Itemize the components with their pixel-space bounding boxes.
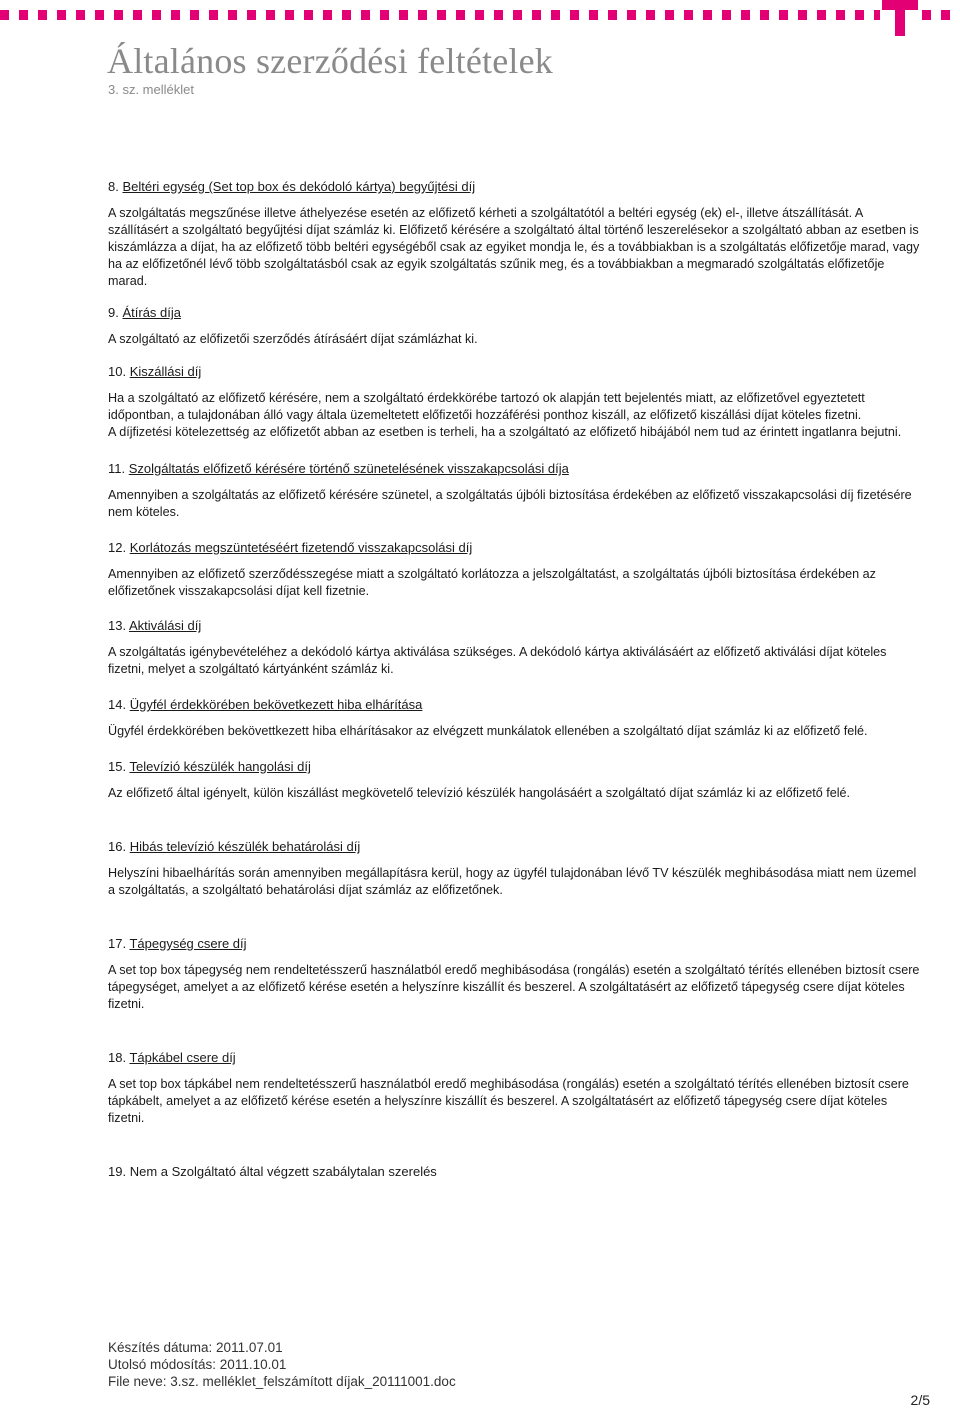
section-paragraph: Amennyiben az előfizető szerződésszegése miatt a szolgáltató korlátozza a jelszolgáltatást, a szolgáltatás újbóli biztosítása érdekében az előfizetőnek visszakapcsolási díjat kell fizetnie.: [108, 567, 876, 598]
header-dot-line-right: [922, 10, 960, 20]
section-heading: 11. Szolgáltatás előfizető kérésére történő szünetelésének visszakapcsolási díja: [108, 461, 569, 476]
section-9: [108, 304, 920, 348]
section-17: [108, 935, 920, 1013]
file-name: File neve: 3.sz. melléklet_felszámított díjak_20111001.doc: [108, 1374, 456, 1389]
section-heading: 16. Hibás televízió készülék behatárolási díj: [108, 839, 361, 854]
section-heading: 10. Kiszállási díj: [108, 364, 202, 379]
section-heading: 13. Aktiválási díj: [108, 618, 202, 633]
section-paragraph: Amennyiben a szolgáltatás az előfizető kérésére szünetel, a szolgáltatás újbóli biztosítása érdekében az előfizető visszakapcsolási díj fizetésére nem köteles.: [108, 488, 912, 519]
section-heading: 9. Átírás díja: [108, 305, 181, 320]
section-paragraph: A set top box tápegység nem rendeltetésszerű használatból eredő meghibásodása (rongálás) esetén a szolgáltató térítés ellenében biztosít csere tápegységet, amelyet a az előfizető kérése esetén a helyszínre kiszállít és beszerel. A szolgáltatásért az előfizető tápegység csere díjat köteles fizetni.: [108, 963, 920, 1011]
section-heading: 8. Beltéri egység (Set top box és dekódoló kártya) begyűjtési díj: [108, 179, 476, 194]
section-16: [108, 838, 920, 899]
section-paragraph: A szolgáltatás igénybevételéhez a dekódoló kártya aktiválása szükséges. A dekódoló kártya aktiválásáért az előfizető aktiválási díjat köteles fizetni, melyet a szolgáltató kártyánként számláz ki.: [108, 645, 887, 676]
section-12: [108, 539, 920, 600]
section-heading: 12. Korlátozás megszüntetéséért fizetendő visszakapcsolási díj: [108, 540, 473, 555]
header-dot-line: [0, 10, 880, 20]
document-subtitle: 3. sz. melléklet: [108, 82, 194, 97]
section-heading: 17. Tápegység csere díj: [108, 936, 247, 951]
document-body: [108, 178, 920, 1190]
section-heading: 14. Ügyfél érdekkörében bekövetkezett hiba elhárítása: [108, 697, 423, 712]
section-heading: 15. Televízió készülék hangolási díj: [108, 759, 311, 774]
page-number: 2/5: [910, 1392, 930, 1408]
section-heading: 19. Nem a Szolgáltató által végzett szabálytalan szerelés: [108, 1164, 437, 1179]
section-14: [108, 696, 920, 740]
section-paragraph: A szolgáltató az előfizetői szerződés átírásáért díjat számlázhat ki.: [108, 332, 478, 346]
section-paragraph: A díjfizetési kötelezettség az előfizetőt abban az esetben is terheli, ha a szolgáltató az előfizető hibájából nem tud az érintett ingatlanra bejutni.: [108, 425, 902, 439]
section-19: [108, 1163, 920, 1180]
section-paragraph: Az előfizető által igényelt, külön kiszállást megkövetelő televízió készülék hangolásáért a szolgáltató díjat számláz ki az előfizető felé.: [108, 786, 851, 800]
section-paragraph: Helyszíni hibaelhárítás során amennyiben megállapításra kerül, hogy az ügyfél tulajdonában lévő TV készülék meghibásodása miatt nem üzemel a szolgáltatás, a szolgáltató behatárolási díjat számláz az előfizetőnek.: [108, 866, 917, 897]
section-15: [108, 758, 920, 802]
document-footer: [108, 1339, 456, 1390]
section-13: [108, 617, 920, 678]
creation-date: Készítés dátuma: 2011.07.01: [108, 1340, 283, 1355]
section-paragraph: Ha a szolgáltató az előfizető kérésére, nem a szolgáltató érdekkörébe tartozó ok alapján tett bejelentés miatt, az előfizetővel egyeztetett időpontban, a tulajdonában álló vagy általa üzemeltetett előfizetői hozzáférési ponthoz kiszáll, az előfizető kiszállási díjat köteles fizetni.: [108, 391, 865, 422]
section-paragraph: A set top box tápkábel nem rendeltetésszerű használatból eredő meghibásodása (rongálás) esetén a szolgáltató térítés ellenében biztosít csere tápkábelt, amelyet a az előfizető kérése esetén a helyszínre kiszállít és beszerel. A szolgáltatásért az előfizető tápegység csere díjat köteles fizetni.: [108, 1077, 909, 1125]
document-title: Általános szerződési feltételek: [107, 41, 554, 81]
section-11: [108, 460, 920, 521]
section-10: [108, 363, 920, 441]
modification-date: Utolsó módosítás: 2011.10.01: [108, 1357, 287, 1372]
section-18: [108, 1049, 920, 1127]
telekom-t-logo-icon: [882, 0, 918, 36]
section-heading: 18. Tápkábel csere díj: [108, 1050, 236, 1065]
section-paragraph: Ügyfél érdekkörében bekövettkezett hiba elhárításakor az elvégzett munkálatok ellenében a szolgáltató díjat számláz ki az előfizető felé.: [108, 724, 868, 738]
section-8: [108, 178, 920, 290]
section-paragraph: A szolgáltatás megszűnése illetve áthelyezése esetén az előfizető kérheti a szolgáltatótól a beltéri egység (ek) el-, illetve átszállítását. A szállításért a szolgáltató begyűjtési díjat számláz ki. Előfizető kérésére a szolgáltató által történő leszerelésekor a szolgáltató abban az esetben is kiszámlázza a díjat, ha az előfizető több beltéri egységéből csak az egyiket mondja le, és a továbbiakban is a szolgáltatás előfizetője marad, vagy ha az előfizetőnél lévő több szolgáltatásból csak az egyik szolgáltatás szűnik meg, és a továbbiakban a megmaradó szolgáltatás előfizetője marad.: [108, 206, 920, 288]
